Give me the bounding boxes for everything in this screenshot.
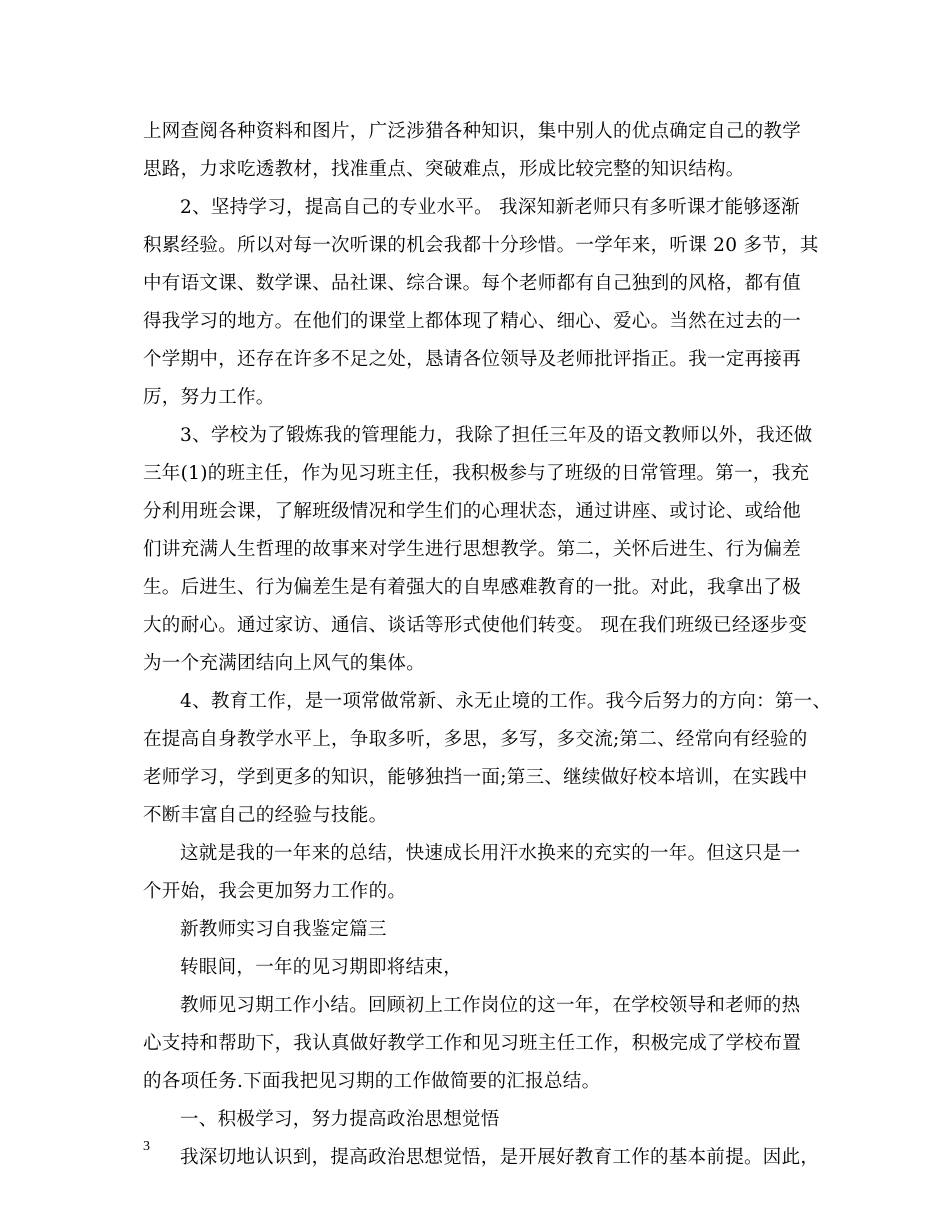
text-line: 新教师实习自我鉴定篇三 [180, 919, 387, 940]
text-line: 老师学习，学到更多的知识，能够独挡一面;第三、继续做好校本培训，在实践中 [143, 767, 808, 788]
text-line: 中有语文课、数学课、品社课、综合课。每个老师都有自己独到的风格，都有值 [143, 273, 802, 294]
text-line: 不断丰富自己的经验与技能。 [143, 805, 388, 826]
text-line: 三年(1)的班主任，作为见习班主任，我积极参与了班级的日常管理。第一，我充 [143, 463, 810, 484]
text-line: 分利用班会课，了解班级情况和学生们的心理状态，通过讲座、或讨论、或给他 [143, 501, 802, 522]
text-line: 的各项任务.下面我把见习期的工作做简要的汇报总结。 [143, 1071, 601, 1092]
text-line: 厉，努力工作。 [143, 387, 275, 408]
text-line: 在提高自身教学水平上，争取多听，多思，多写，多交流;第二、经常向有经验的 [143, 729, 808, 750]
text-line: 心支持和帮助下，我认真做好教学工作和见习班主任工作，积极完成了学校布置 [143, 1033, 802, 1054]
text-line: 积累经验。所以对每一次听课的机会我都十分珍惜。一学年来，听课 20 多节，其 [143, 235, 819, 256]
text-line: 转眼间，一年的见习期即将结束， [180, 957, 463, 978]
text-line: 个学期中，还存在许多不足之处，恳请各位领导及老师批评指正。我一定再接再 [143, 349, 802, 370]
text-line: 2、坚持学习，提高自己的专业水平。 我深知新老师只有多听课才能够逐渐 [180, 197, 800, 218]
text-line: 我深切地认识到，提高政治思想觉悟，是开展好教育工作的基本前提。因此， [180, 1147, 820, 1168]
text-line: 教师见习期工作小结。回顾初上工作岗位的这一年，在学校领导和老师的热 [180, 995, 801, 1016]
page-number: 3 [143, 1139, 150, 1154]
text-line: 思路，力求吃透教材，找准重点、突破难点，形成比较完整的知识结构。 [143, 159, 745, 180]
text-line: 得我学习的地方。在他们的课堂上都体现了精心、细心、爱心。当然在过去的一 [143, 311, 802, 332]
text-line: 上网查阅各种资料和图片，广泛涉猎各种知识，集中别人的优点确定自己的教学 [143, 121, 802, 142]
text-line: 大的耐心。通过家访、通信、谈话等形式使他们转变。 现在我们班级已经逐步变 [143, 615, 808, 636]
text-line: 生。后进生、行为偏差生是有着强大的自卑感难教育的一批。对此，我拿出了极 [143, 577, 802, 598]
text-line: 们讲充满人生哲理的故事来对学生进行思想教学。第二，关怀后进生、行为偏差 [143, 539, 802, 560]
text-line: 4、教育工作，是一项常做常新、永无止境的工作。我今后努力的方向：第一、 [180, 691, 832, 712]
text-line: 3、学校为了锻炼我的管理能力，我除了担任三年及的语文教师以外，我还做 [180, 425, 813, 446]
document-body [143, 113, 832, 1177]
text-line: 这就是我的一年来的总结，快速成长用汗水换来的充实的一年。但这只是一 [180, 843, 801, 864]
text-line: 个开始，我会更加努力工作的。 [143, 881, 407, 902]
text-line: 一、积极学习，努力提高政治思想觉悟 [180, 1109, 500, 1130]
text-line: 为一个充满团结向上风气的集体。 [143, 653, 426, 674]
